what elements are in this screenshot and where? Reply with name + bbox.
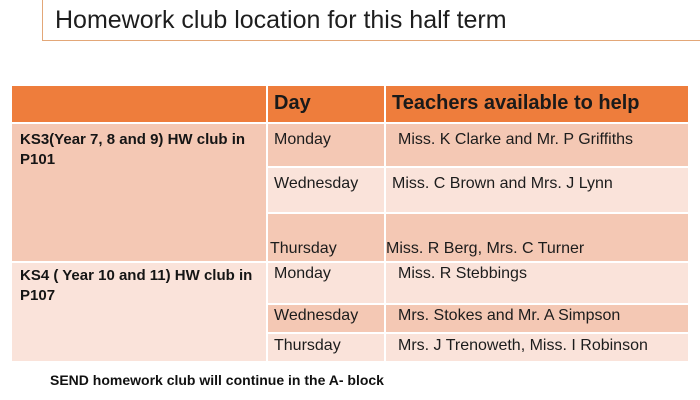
day-label: Thursday: [274, 337, 341, 354]
teachers-label: Mrs. Stokes and Mr. A Simpson: [398, 307, 621, 324]
table-row-ks4-monday-day: [268, 263, 384, 303]
club-label-ks4: KS4 ( Year 10 and 11) HW club in P107: [20, 267, 253, 304]
header-teachers-label: Teachers available to help: [392, 92, 640, 114]
day-label: Monday: [274, 131, 331, 148]
header-cell-club: [12, 86, 266, 122]
header-day-label: Day: [274, 92, 311, 114]
table-row-ks4-wednesday-teachers: [386, 305, 688, 332]
table-row-ks4-thursday-teachers: [386, 334, 688, 361]
table-row-ks4-thursday-day: [268, 334, 384, 361]
teachers-label: Miss. C Brown and Mrs. J Lynn: [392, 175, 613, 192]
teachers-label: Mrs. J Trenoweth, Miss. I Robinson: [398, 337, 648, 354]
table-row-ks3-thursday-teachers: [386, 214, 688, 261]
table-row-ks3-monday-teachers: [386, 124, 688, 166]
header-cell-day: [268, 86, 384, 122]
table-row-ks3-monday-day: [268, 124, 384, 166]
teachers-label: Miss. R Berg, Mrs. C Turner: [386, 240, 585, 257]
teachers-label: Miss. R Stebbings: [398, 265, 527, 282]
table-row-ks4-wednesday-day: [268, 305, 384, 332]
table-row-ks3-wednesday-day: [268, 168, 384, 212]
club-label-ks3: KS3(Year 7, 8 and 9) HW club in P101: [20, 131, 246, 168]
table-row-ks3-wednesday-teachers: [386, 168, 688, 212]
day-label: Wednesday: [274, 175, 359, 192]
club-cell-ks4: [12, 263, 266, 361]
day-label: Wednesday: [274, 307, 359, 324]
club-cell-ks3: [12, 124, 266, 261]
title-box: [42, 0, 700, 41]
header-cell-teachers: [386, 86, 688, 122]
table-row-ks3-thursday-day: [268, 214, 384, 261]
day-label: Thursday: [270, 240, 337, 257]
footer-note: SEND homework club will continue in the A- block: [50, 372, 384, 388]
table-row-ks4-monday-teachers: [386, 263, 688, 303]
teachers-label: Miss. K Clarke and Mr. P Griffiths: [398, 131, 634, 148]
day-label: Monday: [274, 265, 331, 282]
page-title: Homework club location for this half term: [55, 6, 507, 34]
